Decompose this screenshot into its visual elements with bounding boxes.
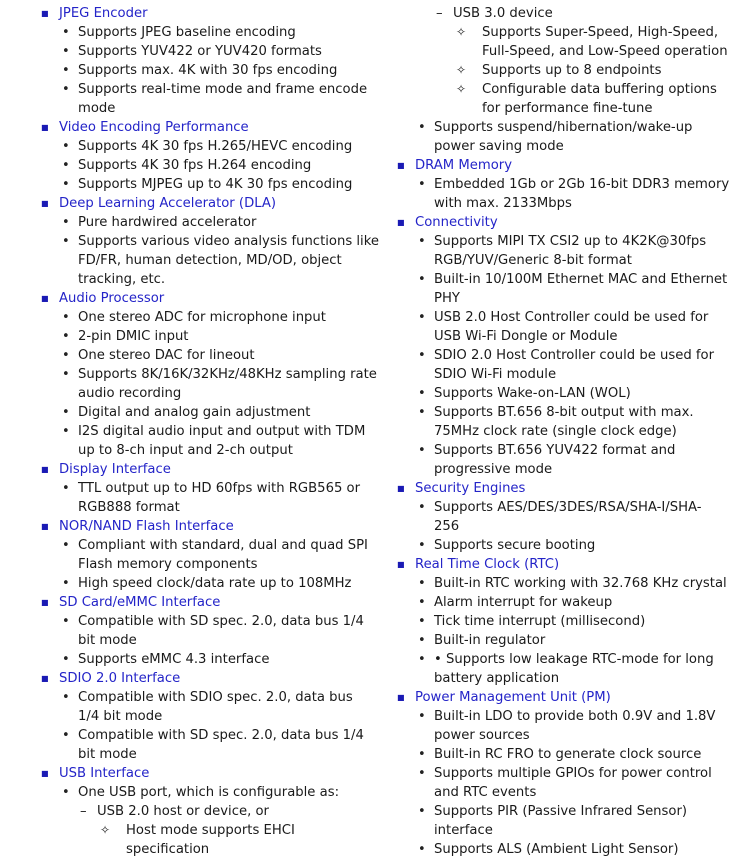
- square-bullet-icon: ■: [397, 161, 405, 170]
- bullet-icon: •: [62, 690, 70, 705]
- line-text: PHY: [434, 291, 460, 306]
- square-bullet-icon: ■: [41, 769, 49, 778]
- line-text: audio recording: [78, 386, 182, 401]
- bullet-icon: •: [62, 348, 70, 363]
- bullet-icon: •: [418, 500, 426, 515]
- bullet-icon: •: [62, 63, 70, 78]
- bullet-icon: •: [62, 424, 70, 439]
- line-text: Supports suspend/hibernation/wake-up: [434, 120, 693, 135]
- line-text: Supports eMMC 4.3 interface: [78, 652, 270, 667]
- bullet-item: [356, 612, 746, 631]
- line-text: Alarm interrupt for wakeup: [434, 595, 613, 610]
- bullet-item: [356, 802, 746, 821]
- line-text: Tick time interrupt (millisecond): [434, 614, 646, 629]
- bullet-icon: •: [418, 614, 426, 629]
- dash-bullet-icon: –: [80, 804, 87, 819]
- bullet-icon: •: [418, 310, 426, 325]
- bullet-item-continuation: [356, 365, 746, 384]
- line-text: • Supports low leakage RTC-mode for long: [434, 652, 714, 667]
- bullet-item-continuation: [356, 137, 746, 156]
- bullet-item: [0, 612, 374, 631]
- bullet-item-continuation: [0, 99, 374, 118]
- section-heading: [356, 688, 746, 707]
- diamond-bullet-icon: ✧: [100, 823, 111, 837]
- bullet-icon: •: [62, 405, 70, 420]
- line-text: Compatible with SDIO spec. 2.0, data bus: [78, 690, 353, 705]
- bullet-icon: •: [62, 44, 70, 59]
- line-text: SDIO 2.0 Interface: [59, 671, 181, 686]
- bullet-icon: •: [62, 652, 70, 667]
- square-bullet-icon: ■: [397, 484, 405, 493]
- line-text: SD Card/eMMC Interface: [59, 595, 221, 610]
- section-heading: [356, 555, 746, 574]
- line-text: bit mode: [78, 633, 137, 648]
- bullet-item-continuation: [356, 289, 746, 308]
- bullet-icon: •: [62, 310, 70, 325]
- bullet-icon: •: [418, 633, 426, 648]
- line-text: Supports max. 4K with 30 fps encoding: [78, 63, 338, 78]
- line-text: Supports JPEG baseline encoding: [78, 25, 296, 40]
- sub-sub-item: [356, 80, 746, 99]
- bullet-icon: •: [62, 25, 70, 40]
- bullet-item: [0, 42, 374, 61]
- bullet-icon: •: [418, 842, 426, 857]
- line-text: I2S digital audio input and output with TDM: [78, 424, 366, 439]
- square-bullet-icon: ■: [41, 465, 49, 474]
- bullet-item-continuation: [0, 498, 374, 517]
- bullet-icon: •: [62, 728, 70, 743]
- section-heading: [356, 479, 746, 498]
- line-text: Digital and analog gain adjustment: [78, 405, 311, 420]
- bullet-item: [356, 270, 746, 289]
- bullet-item-continuation: [356, 460, 746, 479]
- line-text: Built-in regulator: [434, 633, 546, 648]
- line-text: Supports Wake-on-LAN (WOL): [434, 386, 631, 401]
- line-text: Supports multiple GPIOs for power control: [434, 766, 712, 781]
- bullet-item-continuation: [356, 327, 746, 346]
- section-heading: [0, 593, 374, 612]
- bullet-icon: •: [62, 234, 70, 249]
- square-bullet-icon: ■: [41, 522, 49, 531]
- line-text: Supports up to 8 endpoints: [482, 63, 662, 78]
- bullet-icon: •: [418, 443, 426, 458]
- line-text: One stereo ADC for microphone input: [78, 310, 326, 325]
- line-text: USB 3.0 device: [453, 6, 553, 21]
- line-text: power sources: [434, 728, 530, 743]
- line-text: 1/4 bit mode: [78, 709, 163, 724]
- bullet-item-continuation: [0, 555, 374, 574]
- bullet-item-continuation: [356, 669, 746, 688]
- dash-bullet-icon: –: [436, 6, 443, 21]
- bullet-icon: •: [418, 386, 426, 401]
- line-text: Connectivity: [415, 215, 498, 230]
- bullet-icon: •: [418, 595, 426, 610]
- bullet-icon: •: [418, 709, 426, 724]
- bullet-item: [356, 118, 746, 137]
- bullet-item: [356, 346, 746, 365]
- diamond-bullet-icon: ✧: [456, 82, 467, 96]
- square-bullet-icon: ■: [397, 693, 405, 702]
- line-text: Supports MIPI TX CSI2 up to 4K2K@30fps: [434, 234, 707, 249]
- bullet-item-continuation: [0, 707, 374, 726]
- line-text: specification: [126, 842, 210, 857]
- section-heading: [356, 156, 746, 175]
- bullet-icon: •: [62, 576, 70, 591]
- bullet-item: [356, 574, 746, 593]
- square-bullet-icon: ■: [41, 9, 49, 18]
- bullet-item: [356, 840, 746, 859]
- bullet-item: [0, 61, 374, 80]
- line-text: RGB888 format: [78, 500, 180, 515]
- bullet-item: [356, 764, 746, 783]
- line-text: RGB/YUV/Generic 8-bit format: [434, 253, 632, 268]
- bullet-icon: •: [418, 272, 426, 287]
- bullet-icon: •: [62, 329, 70, 344]
- line-text: Flash memory components: [78, 557, 258, 572]
- line-text: Embedded 1Gb or 2Gb 16-bit DDR3 memory: [434, 177, 730, 192]
- line-text: SDIO Wi-Fi module: [434, 367, 557, 382]
- line-text: One USB port, which is configurable as:: [78, 785, 340, 800]
- bullet-item: [0, 137, 374, 156]
- bullet-icon: •: [62, 367, 70, 382]
- bullet-item-continuation: [356, 194, 746, 213]
- bullet-icon: •: [62, 215, 70, 230]
- bullet-item: [0, 156, 374, 175]
- line-text: mode: [78, 101, 116, 116]
- bullet-item: [356, 232, 746, 251]
- bullet-item: [0, 688, 374, 707]
- bullet-icon: •: [418, 348, 426, 363]
- bullet-item: [356, 707, 746, 726]
- bullet-item: [0, 80, 374, 99]
- bullet-icon: •: [62, 158, 70, 173]
- bullet-icon: •: [418, 804, 426, 819]
- bullet-item-continuation: [0, 745, 374, 764]
- section-heading: [356, 213, 746, 232]
- bullet-icon: •: [62, 177, 70, 192]
- line-text: Built-in LDO to provide both 0.9V and 1.8V: [434, 709, 716, 724]
- bullet-icon: •: [62, 538, 70, 553]
- square-bullet-icon: ■: [397, 560, 405, 569]
- bullet-icon: •: [62, 139, 70, 154]
- bullet-item: [356, 536, 746, 555]
- line-text: Built-in RC FRO to generate clock source: [434, 747, 702, 762]
- bullet-item: [356, 175, 746, 194]
- line-text: Built-in RTC working with 32.768 KHz crystal: [434, 576, 727, 591]
- bullet-item: [356, 403, 746, 422]
- sub-item: [356, 4, 746, 23]
- line-text: Supports BT.656 8-bit output with max.: [434, 405, 694, 420]
- square-bullet-icon: ■: [397, 218, 405, 227]
- section-heading: [0, 118, 374, 137]
- bullet-item: [0, 479, 374, 498]
- bullet-icon: •: [418, 234, 426, 249]
- line-text: Supports various video analysis functions like: [78, 234, 379, 249]
- line-text: Deep Learning Accelerator (DLA): [59, 196, 277, 211]
- section-heading: [0, 194, 374, 213]
- line-text: Real Time Clock (RTC): [415, 557, 560, 572]
- bullet-item: [356, 441, 746, 460]
- line-text: JPEG Encoder: [59, 6, 148, 21]
- bullet-item: [0, 23, 374, 42]
- bullet-item-continuation: [0, 270, 374, 289]
- bullet-item: [0, 308, 374, 327]
- line-text: Security Engines: [415, 481, 526, 496]
- line-text: with max. 2133Mbps: [434, 196, 572, 211]
- line-text: tracking, etc.: [78, 272, 166, 287]
- line-text: USB Interface: [59, 766, 150, 781]
- line-text: bit mode: [78, 747, 137, 762]
- line-text: DRAM Memory: [415, 158, 513, 173]
- section-heading: [0, 764, 374, 783]
- bullet-item-continuation: [356, 251, 746, 270]
- bullet-icon: •: [418, 747, 426, 762]
- square-bullet-icon: ■: [41, 123, 49, 132]
- line-text: battery application: [434, 671, 560, 686]
- sub-sub-item-continuation: [356, 42, 746, 61]
- bullet-item: [356, 593, 746, 612]
- line-text: Supports 8K/16K/32KHz/48KHz sampling rate: [78, 367, 377, 382]
- bullet-item: [0, 232, 379, 251]
- line-text: Full-Speed, and Low-Speed operation: [482, 44, 728, 59]
- line-text: Configurable data buffering options: [482, 82, 717, 97]
- bullet-icon: •: [418, 652, 426, 667]
- line-text: Supports AES/DES/3DES/RSA/SHA-I/SHA-: [434, 500, 702, 515]
- bullet-icon: •: [418, 766, 426, 781]
- bullet-item: [0, 574, 374, 593]
- bullet-item: [356, 745, 746, 764]
- line-text: TTL output up to HD 60fps with RGB565 or: [78, 481, 361, 496]
- bullet-item: [0, 783, 374, 802]
- line-text: Supports ALS (Ambient Light Sensor): [434, 842, 679, 857]
- bullet-item: [0, 213, 374, 232]
- sub-item: [0, 802, 374, 821]
- square-bullet-icon: ■: [41, 199, 49, 208]
- diamond-bullet-icon: ✧: [456, 25, 467, 39]
- bullet-icon: •: [418, 538, 426, 553]
- section-heading: [0, 4, 374, 23]
- line-text: 256: [434, 519, 460, 534]
- bullet-item-continuation: [356, 783, 746, 802]
- line-text: and RTC events: [434, 785, 537, 800]
- bullet-icon: •: [62, 614, 70, 629]
- line-text: Audio Processor: [59, 291, 165, 306]
- line-text: Supports MJPEG up to 4K 30 fps encoding: [78, 177, 353, 192]
- line-text: SDIO 2.0 Host Controller could be used for: [434, 348, 715, 363]
- bullet-item: [0, 346, 374, 365]
- square-bullet-icon: ■: [41, 294, 49, 303]
- line-text: 75MHz clock rate (single clock edge): [434, 424, 677, 439]
- line-text: Supports Super-Speed, High-Speed,: [482, 25, 719, 40]
- line-text: Compatible with SD spec. 2.0, data bus 1/4: [78, 614, 364, 629]
- bullet-icon: •: [418, 576, 426, 591]
- bullet-item: [0, 175, 374, 194]
- square-bullet-icon: ■: [41, 674, 49, 683]
- line-text: up to 8-ch input and 2-ch output: [78, 443, 293, 458]
- line-text: Power Management Unit (PM): [415, 690, 611, 705]
- bullet-item-continuation: [0, 384, 374, 403]
- line-text: High speed clock/data rate up to 108MHz: [78, 576, 352, 591]
- sub-sub-item: [0, 821, 374, 840]
- bullet-item: [356, 650, 746, 669]
- bullet-item: [0, 536, 374, 555]
- square-bullet-icon: ■: [41, 598, 49, 607]
- bullet-item-continuation: [356, 422, 746, 441]
- line-text: Supports PIR (Passive Infrared Sensor): [434, 804, 688, 819]
- line-text: Supports BT.656 YUV422 format and: [434, 443, 676, 458]
- line-text: USB 2.0 Host Controller could be used for: [434, 310, 709, 325]
- diamond-bullet-icon: ✧: [456, 63, 467, 77]
- line-text: Display Interface: [59, 462, 171, 477]
- bullet-item-continuation: [356, 517, 746, 536]
- bullet-icon: •: [62, 481, 70, 496]
- line-text: power saving mode: [434, 139, 564, 154]
- line-text: Compliant with standard, dual and quad SPI: [78, 538, 368, 553]
- bullet-icon: •: [62, 82, 70, 97]
- bullet-item: [0, 365, 377, 384]
- line-text: USB Wi-Fi Dongle or Module: [434, 329, 618, 344]
- sub-sub-item-continuation: [0, 840, 374, 859]
- bullet-icon: •: [62, 785, 70, 800]
- bullet-icon: •: [418, 405, 426, 420]
- line-text: Supports YUV422 or YUV420 formats: [78, 44, 322, 59]
- bullet-item-continuation: [0, 631, 374, 650]
- line-text: progressive mode: [434, 462, 553, 477]
- line-text: Supports 4K 30 fps H.265/HEVC encoding: [78, 139, 353, 154]
- line-text: Pure hardwired accelerator: [78, 215, 257, 230]
- bullet-item: [356, 631, 746, 650]
- line-text: 2-pin DMIC input: [78, 329, 189, 344]
- section-heading: [0, 289, 374, 308]
- bullet-item: [356, 308, 746, 327]
- bullet-item-continuation: [0, 441, 374, 460]
- sub-sub-item: [356, 23, 746, 42]
- line-text: Supports real-time mode and frame encode: [78, 82, 368, 97]
- bullet-icon: •: [418, 177, 426, 192]
- line-text: One stereo DAC for lineout: [78, 348, 255, 363]
- section-heading: [0, 669, 374, 688]
- sub-sub-item: [356, 61, 746, 80]
- bullet-item: [0, 327, 374, 346]
- line-text: USB 2.0 host or device, or: [97, 804, 269, 819]
- line-text: Supports 4K 30 fps H.264 encoding: [78, 158, 312, 173]
- bullet-item-continuation: [356, 726, 746, 745]
- bullet-item: [0, 726, 374, 745]
- line-text: Supports secure booting: [434, 538, 596, 553]
- line-text: Built-in 10/100M Ethernet MAC and Ethernet: [434, 272, 728, 287]
- bullet-item: [0, 650, 374, 669]
- bullet-item: [0, 403, 374, 422]
- line-text: for performance fine-tune: [482, 101, 653, 116]
- sub-sub-item-continuation: [356, 99, 746, 118]
- bullet-item-continuation: [356, 821, 746, 840]
- line-text: Host mode supports EHCI: [126, 823, 295, 838]
- line-text: FD/FR, human detection, MD/OD, object: [78, 253, 342, 268]
- line-text: Video Encoding Performance: [59, 120, 249, 135]
- line-text: Compatible with SD spec. 2.0, data bus 1/4: [78, 728, 364, 743]
- section-heading: [0, 460, 374, 479]
- bullet-item: [356, 498, 746, 517]
- bullet-item-continuation: [0, 251, 374, 270]
- line-text: NOR/NAND Flash Interface: [59, 519, 234, 534]
- section-heading: [0, 517, 374, 536]
- bullet-item: [0, 422, 374, 441]
- bullet-item: [356, 384, 746, 403]
- line-text: interface: [434, 823, 493, 838]
- bullet-icon: •: [418, 120, 426, 135]
